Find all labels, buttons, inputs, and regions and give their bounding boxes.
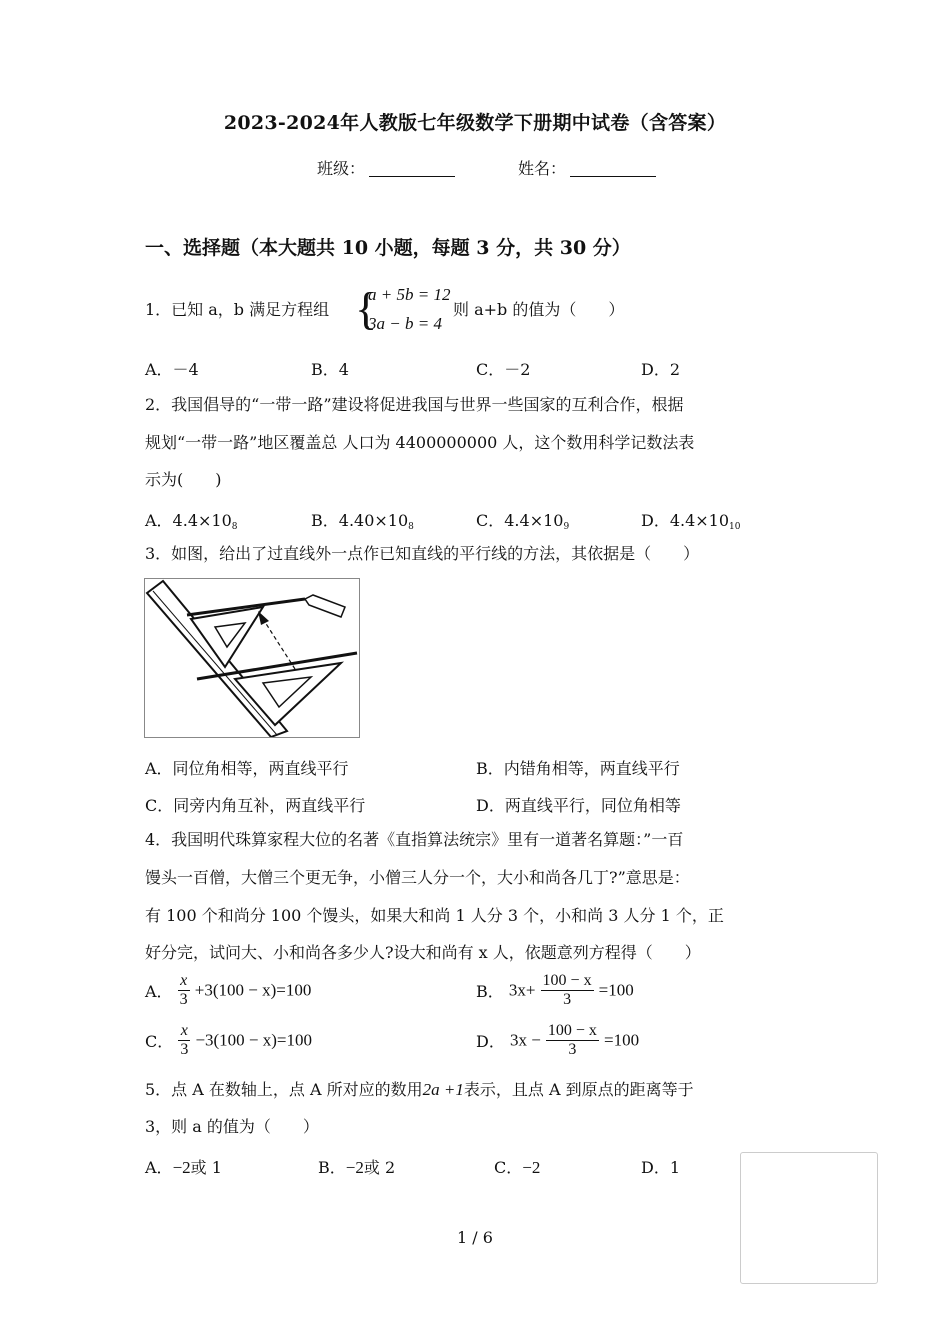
q1-eq2: 3a − b = 4	[368, 314, 442, 333]
q2-c-exp: 9	[563, 522, 570, 532]
q5-b-rest: 或 2	[363, 1158, 396, 1177]
q2-b-base: B．4.40×10	[311, 511, 409, 530]
q5-b-label: B．	[318, 1158, 346, 1177]
q4-c-num: x	[178, 1022, 190, 1041]
q3-option-c: C．同旁内角互补，两直线平行	[145, 796, 366, 815]
q4-c-label: C．	[145, 1032, 174, 1051]
q4-a-rest: +3(100 − x)=100	[194, 980, 312, 1000]
q4-a-num: x	[178, 972, 190, 991]
q4-b-label: B．	[476, 982, 504, 1001]
q5-c-value: −2	[522, 1158, 541, 1177]
arrow-head-icon	[258, 611, 269, 625]
q2-a-exp: 8	[231, 522, 238, 532]
q1-suffix: 则 a+b 的值为（ ）	[453, 300, 625, 319]
q4-b-pre: 3x+	[508, 980, 536, 1000]
q4-line-2: 馒头一百僧，大僧三个更无争，小僧三人分一个，大小和尚各几丁?”意思是：	[145, 868, 690, 887]
q4-line-4: 好分完，试问大、小和尚各多少人?设大和尚有 x 人，依题意列方程得（ ）	[145, 943, 701, 962]
q5-expr: 2a +1	[422, 1080, 464, 1099]
q5-option-a	[145, 1155, 222, 1178]
q5-line-1	[145, 1080, 694, 1100]
q2-c-base: C．4.4×10	[476, 511, 564, 530]
q4-option-b	[476, 972, 634, 1009]
q1-option-b: B．4	[311, 360, 349, 379]
slide-arrow-line	[263, 619, 295, 669]
q5-b-value: −2	[345, 1158, 364, 1177]
q2-option-a	[145, 508, 238, 532]
q4-a-den: 3	[179, 991, 188, 1008]
class-blank	[369, 160, 455, 177]
q1-option-c: C．－2	[476, 360, 531, 379]
q4-b-fraction	[541, 972, 594, 1009]
q4-option-a	[145, 972, 311, 1009]
ruler-and-triangle-diagram	[145, 579, 359, 737]
q2-a-base: A．4.4×10	[145, 511, 232, 530]
q4-b-rest: =100	[598, 980, 634, 1000]
q5-a-label: A．	[145, 1158, 173, 1177]
q2-option-d	[641, 508, 741, 532]
class-field	[317, 156, 455, 179]
name-label: 姓名：	[518, 159, 567, 178]
q5-c-label: C．	[494, 1158, 523, 1177]
q1-option-d: D．2	[641, 360, 681, 379]
q4-c-den: 3	[180, 1041, 189, 1058]
q5-line-1-b: 表示，且点 A 到原点的距离等于	[463, 1080, 694, 1099]
q3-option-d: D．两直线平行，同位角相等	[476, 796, 681, 815]
name-field	[518, 156, 656, 179]
page-title: 2023-2024年人教版七年级数学下册期中试卷（含答案）	[223, 112, 727, 134]
name-blank	[570, 160, 656, 177]
q3-option-a: A．同位角相等，两直线平行	[145, 759, 349, 778]
blank-corner-box	[740, 1152, 878, 1284]
system-brace: {	[355, 283, 378, 334]
class-label: 班级：	[317, 159, 366, 178]
q4-line-3: 有 100 个和尚分 100 个馒头，如果大和尚 1 人分 3 个，小和尚 3 人分 1 个，正	[145, 906, 724, 925]
q4-c-rest: −3(100 − x)=100	[195, 1030, 313, 1050]
q2-line-1: 2．我国倡导的“一带一路”建设将促进我国与世界一些国家的互利合作，根据	[145, 395, 684, 414]
page-number: 1 / 6	[457, 1228, 493, 1247]
parallel-construction-figure	[144, 578, 360, 738]
q2-d-base: D．4.4×10	[641, 511, 730, 530]
q5-option-d: D．1	[641, 1158, 681, 1177]
q4-b-num: 100 − x	[542, 972, 592, 989]
q5-a-rest: 或 1	[190, 1158, 222, 1177]
q2-d-exp: 10	[729, 522, 741, 532]
q4-option-c	[145, 1022, 312, 1059]
q5-a-value: −2	[172, 1158, 191, 1177]
q5-line-1-a: 5．点 A 在数轴上，点 A 所对应的数用	[145, 1080, 423, 1099]
q3-option-b: B．内错角相等，两直线平行	[476, 759, 680, 778]
pencil-icon	[305, 595, 345, 617]
q1-option-a: A．－4	[145, 360, 199, 379]
q3-text: 3．如图，给出了过直线外一点作已知直线的平行线的方法，其依据是（ ）	[145, 544, 700, 563]
q4-d-den: 3	[568, 1041, 577, 1058]
q4-a-fraction	[178, 972, 190, 1009]
q1-eq1: a + 5b = 12	[368, 285, 451, 304]
q2-option-b	[311, 508, 414, 532]
q5-option-b	[318, 1155, 395, 1178]
section-heading: 一、选择题（本大题共 10 小题，每题 3 分，共 30 分）	[145, 237, 631, 259]
q4-b-den: 3	[563, 991, 572, 1008]
q2-b-exp: 8	[408, 522, 414, 532]
q4-a-label: A．	[145, 982, 173, 1001]
q4-option-d	[476, 1022, 639, 1059]
q4-c-fraction	[178, 1022, 190, 1059]
q2-line-2: 规划“一带一路”地区覆盖总 人口为 4400000000 人，这个数用科学记数法表	[145, 433, 695, 452]
q4-line-1: 4．我国明代珠算家程大位的名著《直指算法统宗》里有一道著名算题：”一百	[145, 830, 684, 849]
q2-line-3: 示为( )	[145, 470, 222, 489]
q2-option-c	[476, 508, 569, 532]
q4-d-num: 100 − x	[547, 1022, 597, 1039]
q4-d-rest: =100	[604, 1030, 640, 1050]
q1-prefix: 1．已知 a，b 满足方程组	[145, 300, 330, 319]
q5-line-2: 3，则 a 的值为（ ）	[145, 1117, 319, 1136]
q4-d-pre: 3x −	[509, 1030, 541, 1050]
q4-d-label: D．	[476, 1032, 505, 1051]
q5-option-c	[494, 1155, 540, 1178]
q4-d-fraction	[546, 1022, 599, 1059]
